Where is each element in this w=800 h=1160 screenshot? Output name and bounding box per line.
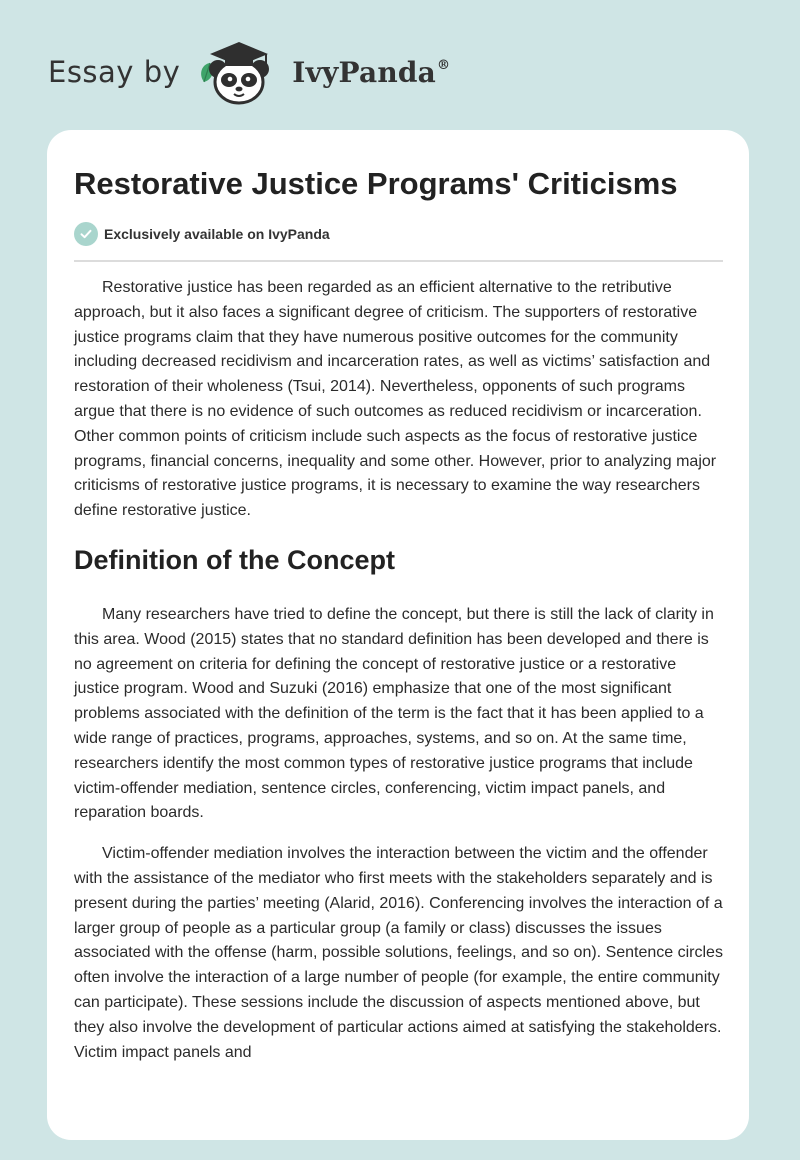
- exclusive-notice: [74, 222, 723, 262]
- site-header: [48, 36, 450, 108]
- exclusive-label: Exclusively available on IvyPanda: [104, 226, 330, 242]
- brand-name: IvyPanda®: [292, 55, 451, 89]
- page-title: Restorative Justice Programs' Criticisms: [74, 166, 678, 201]
- brand-prefix: Essay by: [48, 55, 181, 89]
- essay-card: [47, 130, 749, 1140]
- section-heading: Definition of the Concept: [74, 544, 395, 575]
- body-paragraph: Many researchers have tried to define the concept, but there is still the lack of clarity in this area. Wood (2015) states that no standard definition has been developed and there is no agreement on criteria for defining the concept of restorative justice or a restorative justice program. Wood and Suzuki (2016) emphasize that one of the most significant problems associated with the definition of the term is the fact that it has been applied to a wide range of practices, programs, approaches, systems, and so on. At the same time, researchers identify the most common types of restorative justice programs that include victim-offender mediation, sentence circles, conferencing, victim impact panels, and reparation boards.: [74, 605, 714, 822]
- intro-paragraph: Restorative justice has been regarded as an efficient alternative to the retributive approach, but it also faces a significant degree of criticism. The supporters of restorative justice programs claim that they have numerous positive outcomes for the community including decreased recidivism and incarceration rates, as well as victims’ satisfaction and restoration of their wholeness (Tsui, 2014). Nevertheless, opponents of such programs argue that there is no evidence of such outcomes as reduced recidivism or incarceration. Other common points of criticism include such aspects as the focus of restorative justice programs, financial concerns, inequality and some other. However, prior to analyzing major criticisms of restorative justice programs, it is necessary to examine the way researchers define restorative justice.: [74, 279, 717, 520]
- body-paragraph: Victim-offender mediation involves the interaction between the victim and the offender with the assistance of the mediator who first meets with the stakeholders separately and is present during the parties’ meeting (Alarid, 2016). Conferencing involves the interaction of a larger group of people as a particular group (a family or class) discusses the issues associated with the offense (harm, possible solutions, feelings, and so on). Sentence circles often involve the interaction of a large number of people (for example, the entire community can participate). These sessions include the discussion of aspects mentioned above, but they also involve the development of particular actions aimed at satisfying the stakeholders. Victim impact panels and: [74, 845, 723, 1061]
- registered-mark: ®: [437, 57, 451, 73]
- panda-graduation-cap-icon: [194, 36, 290, 108]
- check-circle-icon: [74, 222, 98, 246]
